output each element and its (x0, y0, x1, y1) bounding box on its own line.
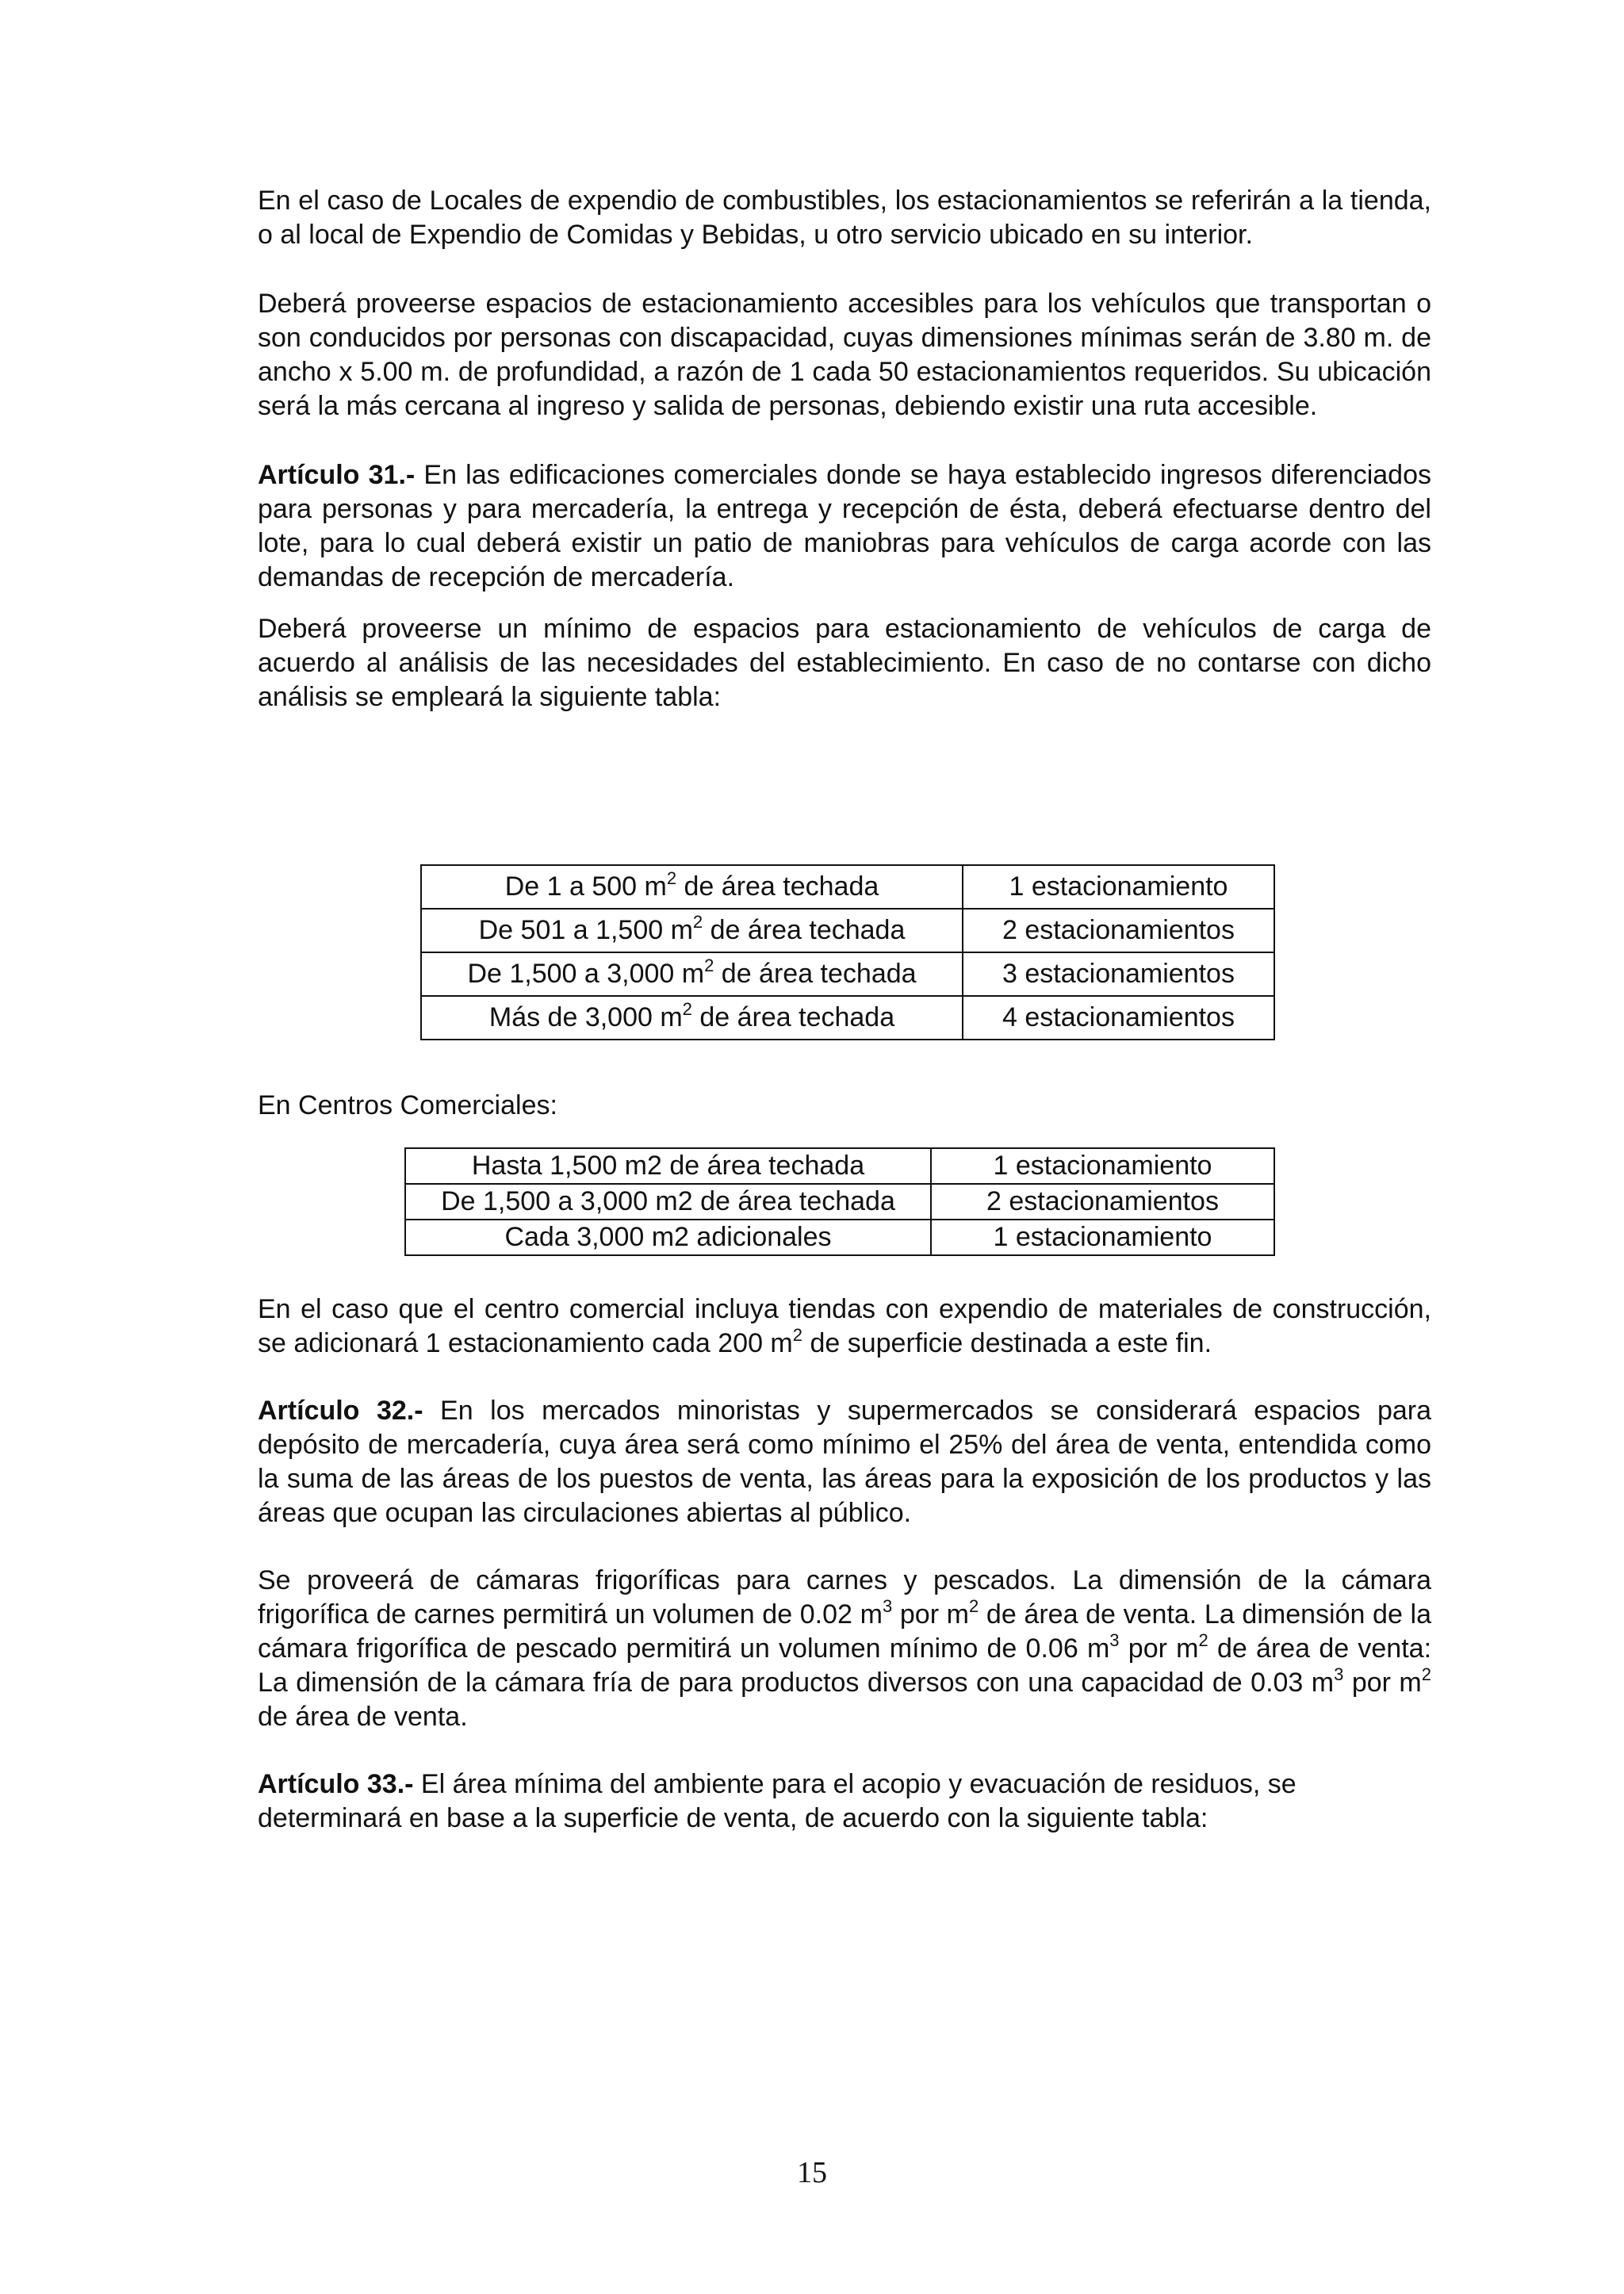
article-31-label: Artículo 31.- (258, 460, 416, 490)
table-cell-range: Más de 3,000 $m^2$ de área techada (421, 996, 963, 1040)
article-33-label: Artículo 33.- (258, 1769, 414, 1799)
paragraph-camaras: Se proveerá de cámaras frigoríficas para carnes y pescados. La dimensión de la cámara frigorífica de carnes permitirá un volumen de 0.02 $m^3$ por $m^2$ de área de venta. La dimensión de la cámara frigorífica de pescado permitirá un volumen mínimo de 0.06 $m^3$ por $m^2$ de área de venta: La dimensión de la cámara fría de para productos diversos con una capacidad de 0.03 $m^3$ por $m^2$ de área de venta. (258, 1565, 1432, 1732)
page-body (258, 184, 1431, 714)
table-row (405, 1220, 1274, 1255)
table-row (421, 952, 1274, 996)
table-cell-value: 3 estacionamientos (963, 952, 1274, 996)
table-cell-value: 1 estacionamiento (931, 1148, 1274, 1184)
paragraph-articulo-32 (258, 1394, 1431, 1530)
paragraph-articulo-33 (258, 1767, 1431, 1836)
article-32-label: Artículo 32.- (258, 1396, 423, 1426)
page-body-lower (258, 1293, 1431, 1836)
table-row (405, 1184, 1274, 1220)
table-row (421, 996, 1274, 1040)
article-31-text: En las edificaciones comerciales donde se haya establecido ingresos diferenciados para personas y para mercadería, la entrega y recepción de ésta, deberá efectuarse dentro del lote, para lo cual deberá existir un patio de maniobras para vehículos de carga acorde con las demandas de recepción de mercadería. (258, 460, 1431, 592)
paragraph-articulo-31 (258, 458, 1431, 595)
table-row (421, 865, 1274, 909)
table-row (421, 909, 1274, 952)
page-number: 15 (797, 2156, 827, 2189)
table-cell-range: Hasta 1,500 m2 de área techada (405, 1148, 931, 1184)
table-cell-range: De 1 a 500 $m^2$ de área techada (421, 865, 963, 909)
table-cell-value: 4 estacionamientos (963, 996, 1274, 1040)
table-centros-comerciales (404, 1147, 1275, 1256)
paragraph-discapacidad: Deberá proveerse espacios de estacionamiento accesibles para los vehículos que transportan o son conducidos por personas con discapacidad, cuyas dimensiones mínimas serán de 3.80 m. de ancho x 5.00 m. de profundidad, a razón de 1 cada 50 estacionamientos requeridos. Su ubicación será la más cercana al ingreso y salida de personas, debiendo existir una ruta accesible. (258, 289, 1431, 421)
table-area-techada (420, 864, 1275, 1040)
article-32-text: En los mercados minoristas y supermercados se considerará espacios para depósito de mercadería, cuya área será como mínimo el 25% del área de venta, entendida como la suma de las áreas de los puestos de venta, las áreas para la exposición de los productos y las áreas que ocupan las circulaciones abiertas al público. (258, 1396, 1431, 1528)
table-cell-range: Cada 3,000 m2 adicionales (405, 1220, 931, 1255)
table-cell-range: De 1,500 a 3,000 $m^2$ de área techada (421, 952, 963, 996)
article-33-text: El área mínima del ambiente para el acopio y evacuación de residuos, se determinará en base a la superficie de venta, de acuerdo con la siguiente tabla: (258, 1769, 1297, 1833)
table-cell-value: 2 estacionamientos (931, 1184, 1274, 1220)
paragraph-construccion: En el caso que el centro comercial incluya tiendas con expendio de materiales de construcción, se adicionará 1 estacionamiento cada 200 $m^2$ de superficie destinada a este fin. (258, 1294, 1431, 1358)
centros-comerciales-label: En Centros Comerciales: (258, 1090, 557, 1120)
table-cell-range: De 501 a 1,500 $m^2$ de área techada (421, 909, 963, 952)
table-cell-value: 1 estacionamiento (963, 865, 1274, 909)
table-cell-value: 2 estacionamientos (963, 909, 1274, 952)
table-cell-value: 1 estacionamiento (931, 1220, 1274, 1255)
table-cell-range: De 1,500 a 3,000 m2 de área techada (405, 1184, 931, 1220)
table-row (405, 1148, 1274, 1184)
paragraph-combustibles: En el caso de Locales de expendio de combustibles, los estacionamientos se referirán a la tienda, o al local de Expendio de Comidas y Bebidas, u otro servicio ubicado en su interior. (258, 186, 1431, 250)
paragraph-vehiculos-carga: Deberá proveerse un mínimo de espacios para estacionamiento de vehículos de carga de acuerdo al análisis de las necesidades del establecimiento. En caso de no contarse con dicho análisis se empleará la siguiente tabla: (258, 614, 1431, 712)
